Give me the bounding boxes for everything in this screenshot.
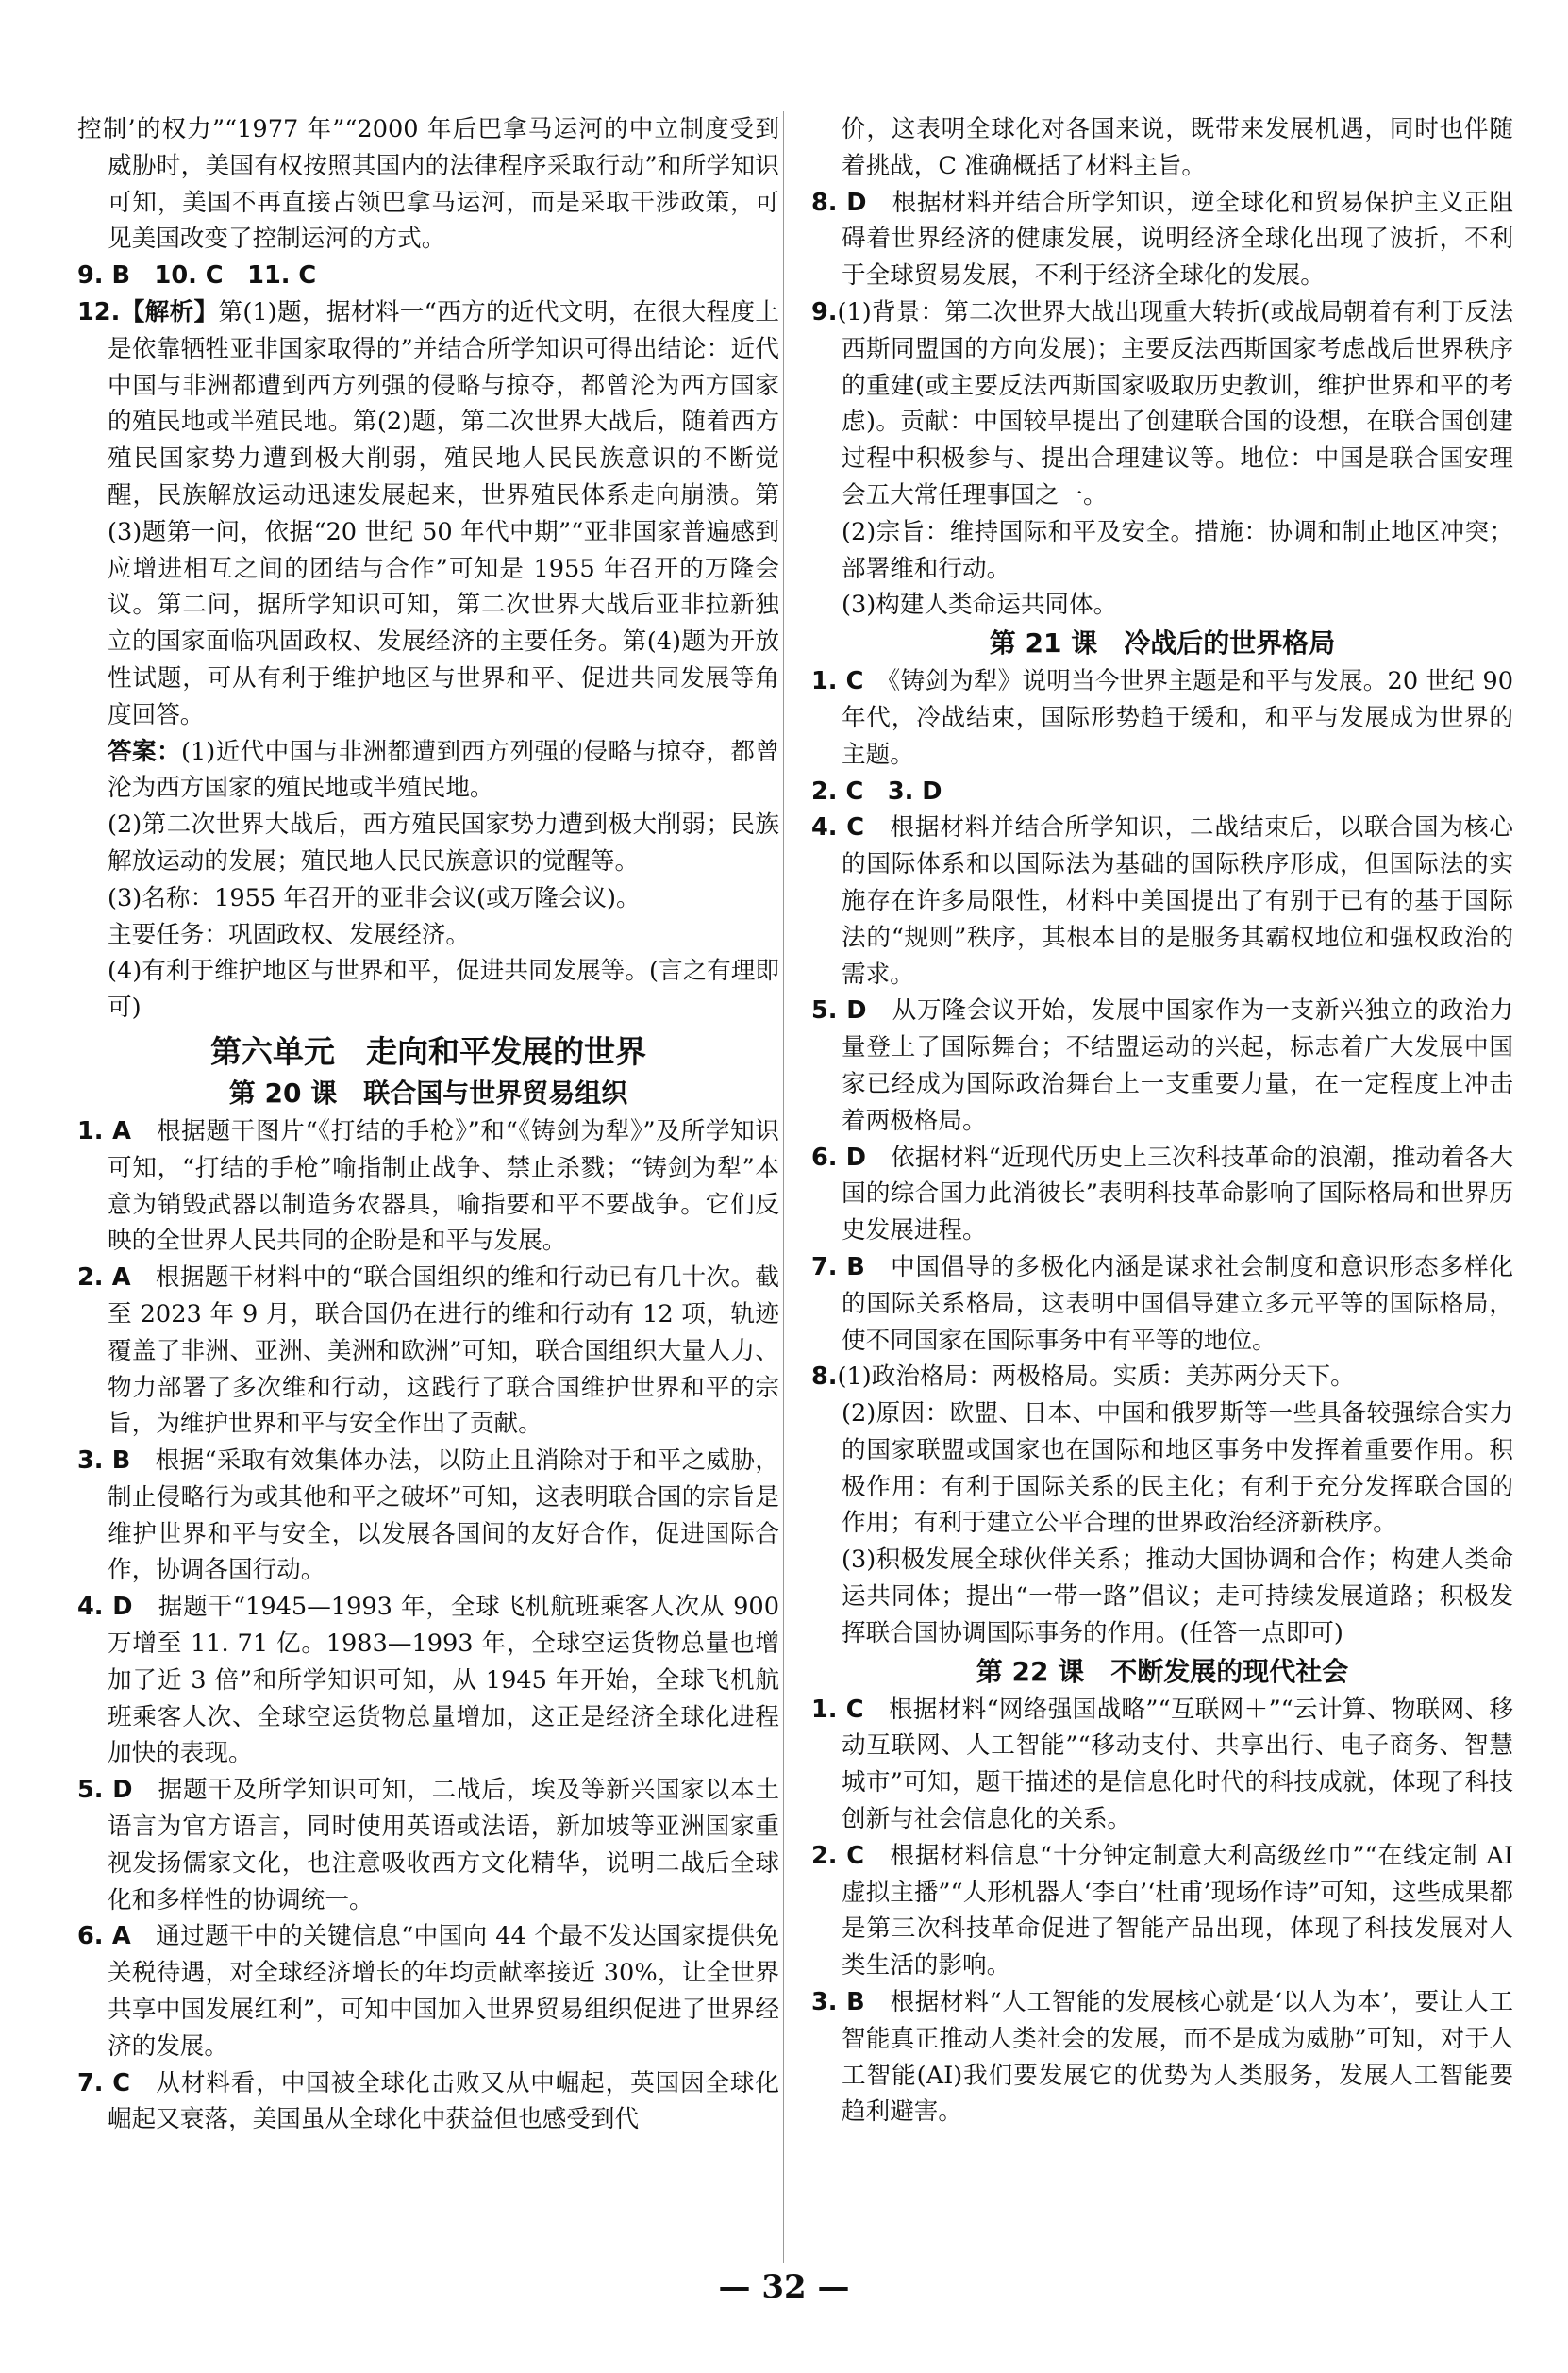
answer-item: [77, 1589, 779, 1772]
page-number-value: 32: [761, 2268, 807, 2306]
answer-item: [811, 294, 1513, 514]
answer-label: 5. D: [77, 1776, 133, 1805]
answer-item: [811, 185, 1513, 294]
answer-text: (2)第二次世界大战后，西方殖民国家势力遭到极大削弱；民族解放运动的发展；殖民地人民民族意识的觉醒等。: [108, 810, 779, 876]
answer-item: [811, 993, 1513, 1139]
answer-text: 控制’的权力”“1977 年”“2000 年后巴拿马运河的中立制度受到威胁时，美国有权按照其国内的法律程序采取行动”和所学知识可知，美国不再直接占领巴拿马运河，而是采取干涉政策，可见美国改变了控制运河的方式。: [77, 115, 779, 254]
answer-item: [77, 258, 779, 294]
answer-item: [811, 663, 1513, 773]
answer-text: (1)背景：第二次世界大战出现重大转折(或战局朝着有利于反法西斯同盟国的方向发展)；主要反法西斯国家考虑战后世界秩序的重建(或主要反法西斯国家吸取历史教训，维护世界和平的考虑)。贡献：中国较早提出了创建联合国的设想，在联合国创建过程中积极参与、提出合理建议等。地位：中国是联合国安理会五大常任理事国之一。: [837, 297, 1513, 510]
answer-paragraph: [77, 807, 779, 880]
answer-text: 据题干“1945—1993 年，全球飞机航班乘客人次从 900 万增至 11. 71 亿。1983—1993 年，全球空运货物总量也增加了近 3 倍”和所学知识可知，从 1945 年开始，全球飞机航班乘客人次、全球空运货物总量增加，这正是经济全球化进程加快的表现。: [108, 1593, 779, 1768]
right-column: [811, 111, 1513, 2131]
answer-label: 1. A: [77, 1116, 131, 1145]
answer-label: 9.: [811, 297, 838, 326]
answer-item: [77, 1260, 779, 1443]
answer-label: 2. C 3. D: [811, 777, 942, 806]
answer-text: (4)有利于维护地区与世界和平，促进共同发展等。(言之有理即可): [108, 957, 779, 1023]
answer-text: (3)积极发展全球伙伴关系；推动大国协调和合作；构建人类命运共同体；提出“一带一路”倡议；走可持续发展道路；积极发挥联合国协调国际事务的作用。(任答一点即可): [842, 1546, 1513, 1647]
answer-label: 12.【解析】: [77, 297, 219, 326]
answer-paragraph: [811, 1395, 1513, 1542]
answer-label: 3. B: [811, 1988, 865, 2017]
answer-text: 价，这表明全球化对各国来说，既带来发展机遇，同时也伴随着挑战，C 准确概括了材料主旨。: [842, 115, 1513, 180]
answer-label: 8.: [811, 1362, 838, 1392]
answer-text: 第(1)题，据材料一“西方的近代文明，在很大程度上是依靠牺牲亚非国家取得的”并结合所学知识可得出结论：近代中国与非洲都遭到西方列强的侵略与掠夺，都曾沦为西方国家的殖民地或半殖民地。第(2)题，第二次世界大战后，随着西方殖民国家势力遭到极大削弱，殖民地人民民族意识的不断觉醒，民族解放运动迅速发展起来，世界殖民体系走向崩溃。第(3)题第一问，依据“20 世纪 50 年代中期”“亚非国家普遍感到应增进相互之间的团结与合作”可知是 1955 年召开的万隆会议。第二问，据所学知识可知，第二次世界大战后亚非拉新独立的国家面临巩固政权、发展经济的主要任务。第(4)题为开放性试题，可从有利于维护地区与世界和平、促进共同发展等角度回答。: [108, 297, 779, 729]
answer-label: 2. A: [77, 1263, 131, 1293]
answer-paragraph: [811, 1542, 1513, 1651]
answer-item: [77, 111, 779, 258]
answer-label: 8. D: [811, 188, 867, 217]
answer-text: (1)政治格局：两极格局。实质：美苏两分天下。: [837, 1362, 1355, 1392]
answer-label: 4. C: [811, 813, 865, 843]
answer-label: 7. B: [811, 1252, 865, 1281]
column-divider: [783, 111, 784, 2263]
answer-label: 3. B: [77, 1446, 131, 1476]
answer-label: 2. C: [811, 1841, 865, 1870]
answer-item: [811, 1838, 1513, 1984]
answer-item: [811, 1359, 1513, 1395]
answer-text: 根据材料信息“十分钟定制意大利高级丝巾”“在线定制 AI 虚拟主播”“人形机器人‘李白’‘杜甫’现场作诗”可知，这些成果都是第三次科技革命促进了智能产品出现，体现了科技发展对人类生活的影响。: [842, 1841, 1513, 1980]
answer-text: 根据材料“网络强国战略”“互联网＋”“云计算、物联网、移动互联网、人工智能”“移动支付、共享出行、电子商务、智慧城市”可知，题干描述的是信息化时代的科技成就，体现了科技创新与社会信息化的关系。: [842, 1695, 1513, 1834]
answer-item: [811, 1692, 1513, 1838]
page-number: — 32 —: [718, 2268, 850, 2306]
answer-text: 从材料看，中国被全球化击败又从中崛起，英国因全球化崛起又衰落，美国虽从全球化中获益但也感受到代: [108, 2068, 779, 2134]
answer-text: 《铸剑为犁》说明当今世界主题是和平与发展。20 世纪 90 年代，冷战结束，国际形势趋于缓和，和平与发展成为世界的主题。: [842, 667, 1513, 769]
answer-text: 依据材料“近现代历史上三次科技革命的浪潮，推动着各大国的综合国力此消彼长”表明科技革命影响了国际格局和世界历史发展进程。: [842, 1143, 1513, 1245]
answer-paragraph: [77, 880, 779, 917]
lesson-heading: 第 22 课 不断发展的现代社会: [976, 1655, 1349, 1687]
answer-item: [77, 1772, 779, 1918]
answer-text: 主要任务：巩固政权、发展经济。: [108, 920, 470, 949]
answer-paragraph: [77, 917, 779, 954]
lesson-heading: 第 21 课 冷战后的世界格局: [989, 627, 1336, 660]
answer-item: [811, 1140, 1513, 1249]
answer-paragraph: [811, 587, 1513, 624]
answer-item: [77, 1113, 779, 1260]
answer-paragraph: [811, 514, 1513, 588]
answer-text: 通过题干中的关键信息“中国向 44 个最不发达国家提供免关税待遇，对全球经济增长的年均贡献率接近 30%，让全世界共享中国发展红利”，可知中国加入世界贸易组织促进了世界经济的发展。: [108, 1922, 779, 2061]
lesson-heading: 第 20 课 联合国与世界贸易组织: [228, 1077, 628, 1109]
answer-paragraph: [77, 953, 779, 1027]
left-column: [77, 111, 779, 2138]
answer-label: 1. C: [811, 667, 864, 696]
answer-text: 据题干及所学知识可知，二战后，埃及等新兴国家以本土语言为官方语言，同时使用英语或法语，新加坡等亚洲国家重视发扬儒家文化，也注意吸收西方文化精华，说明二战后全球化和多样性的协调统一。: [108, 1776, 779, 1914]
answer-paragraph: [77, 734, 779, 808]
answer-text: 根据题干材料中的“联合国组织的维和行动已有几十次。截至 2023 年 9 月，联合国仍在进行的维和行动有 12 项，轨迹覆盖了非洲、亚洲、美洲和欧洲”可知，联合国组织大量人力、物力部署了多次维和行动，这践行了联合国维护世界和平的宗旨，为维护世界和平与安全作出了贡献。: [108, 1263, 779, 1439]
answer-item: [811, 810, 1513, 993]
answer-item: [77, 294, 779, 734]
answer-text: 根据材料并结合所学知识，逆全球化和贸易保护主义正阻碍着世界经济的健康发展，说明经济全球化出现了波折，不利于全球贸易发展，不利于经济全球化的发展。: [842, 188, 1513, 291]
answer-text: (2)宗旨：维持国际和平及安全。措施：协调和制止地区冲突；部署维和行动。: [842, 517, 1513, 583]
answer-item: [77, 1918, 779, 2064]
answer-paragraph: [811, 111, 1513, 185]
answer-text: (2)原因：欧盟、日本、中国和俄罗斯等一些具备较强综合实力的国家联盟或国家也在国际和地区事务中发挥着重要作用。积极作用：有利于国际关系的民主化；有利于充分发挥联合国的作用；有利于建立公平合理的世界政治经济新秩序。: [842, 1399, 1513, 1538]
answer-item: [811, 774, 1513, 810]
answer-text: 根据材料并结合所学知识，二战结束后，以联合国为核心的国际体系和以国际法为基础的国际秩序形成，但国际法的实施存在许多局限性，材料中美国提出了有别于已有的基于国际法的“规则”秩序，其根本目的是服务其霸权地位和强权政治的需求。: [842, 813, 1513, 989]
unit-heading: 第六单元 走向和平发展的世界: [210, 1032, 646, 1070]
answer-label: 5. D: [811, 996, 867, 1026]
answer-item: [811, 1249, 1513, 1359]
answer-label: 6. A: [77, 1922, 131, 1951]
answer-text: 从万隆会议开始，发展中国家作为一支新兴独立的政治力量登上了国际舞台；不结盟运动的兴起，标志着广大发展中国家已经成为国际政治舞台上一支重要力量，在一定程度上冲击着两极格局。: [842, 996, 1513, 1135]
answer-text: 中国倡导的多极化内涵是谋求社会制度和意识形态多样化的国际关系格局，这表明中国倡导建立多元平等的国际格局，使不同国家在国际事务中有平等的地位。: [842, 1252, 1513, 1355]
answer-item: [77, 2065, 779, 2139]
answer-text: 根据题干图片“《打结的手枪》”和“《铸剑为犁》”及所学知识可知，“打结的手枪”喻指制止战争、禁止杀戮；“铸剑为犁”本意为销毁武器以制造务农器具，喻指要和平不要战争。它们反映的全世界人民共同的企盼是和平与发展。: [108, 1116, 779, 1256]
answer-label: 9. B 10. C 11. C: [77, 261, 317, 291]
answer-label: 7. C: [77, 2068, 131, 2097]
answer-label: 答案：: [108, 737, 181, 766]
answer-text: (3)名称：1955 年召开的亚非会议(或万隆会议)。: [108, 883, 641, 912]
answer-label: 6. D: [811, 1143, 866, 1172]
answer-item: [77, 1443, 779, 1589]
answer-label: 4. D: [77, 1593, 133, 1622]
answer-text: 根据“采取有效集体办法，以防止且消除对于和平之威胁，制止侵略行为或其他和平之破坏”可知，这表明联合国的宗旨是维护世界和平与安全，以发展各国间的友好合作，促进国际合作，协调各国行动。: [108, 1446, 779, 1585]
answer-item: [811, 1984, 1513, 2131]
answer-text: (1)近代中国与非洲都遭到西方列强的侵略与掠夺，都曾沦为西方国家的殖民地或半殖民地。: [108, 737, 779, 803]
answer-text: 根据材料“人工智能的发展核心就是‘以人为本’，要让人工智能真正推动人类社会的发展，而不是成为威胁”可知，对于人工智能(AI)我们要发展它的优势为人类服务，发展人工智能要趋利避害。: [842, 1988, 1514, 2127]
answer-text: (3)构建人类命运共同体。: [842, 591, 1118, 620]
answer-label: 1. C: [811, 1695, 864, 1724]
